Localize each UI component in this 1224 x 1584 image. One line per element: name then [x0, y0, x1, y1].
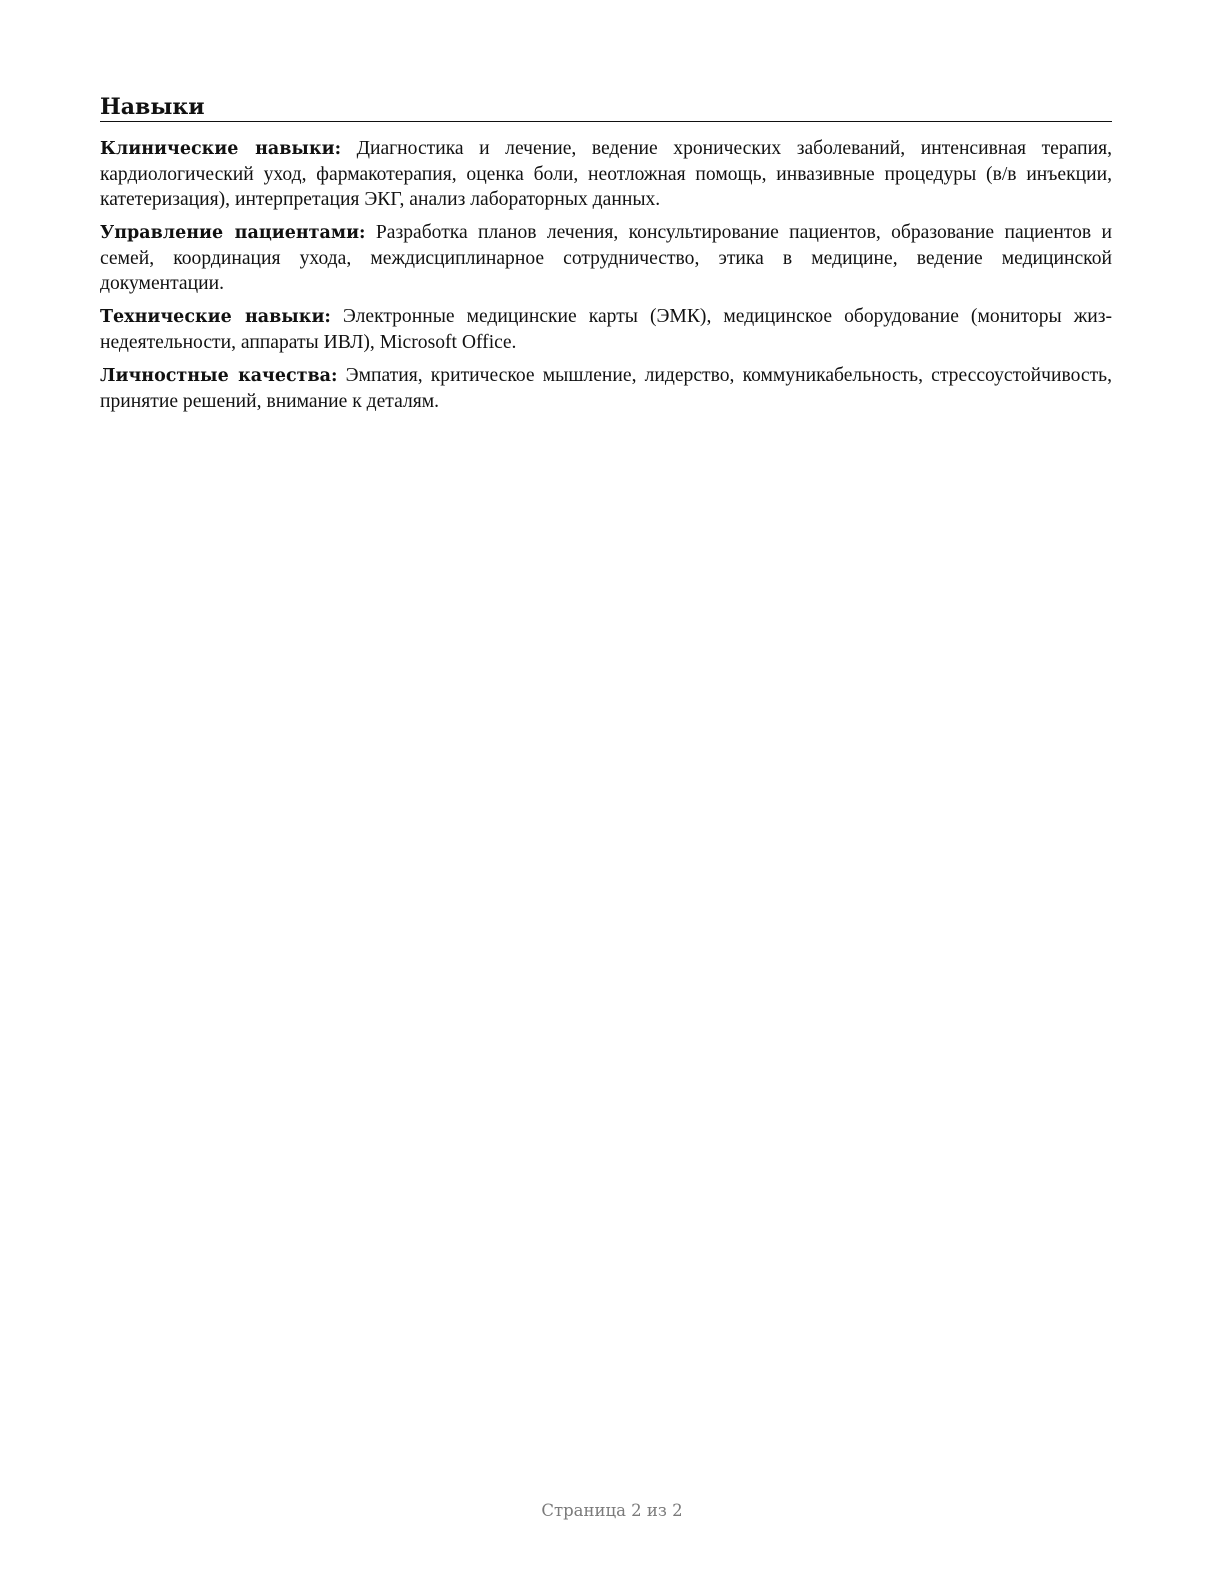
skill-label: Технические навыки: — [100, 307, 331, 327]
section-title-skills: Навыки — [100, 94, 1112, 122]
skill-text: Эмпатия, критическое мышление, лидерство, коммуникабельность, стрессоустойчивость, принятие решений, внимание к деталям. — [100, 365, 1112, 412]
skill-label: Личностные качества: — [100, 366, 338, 386]
skill-text: Диагностика и лечение, ведение хронических заболеваний, интенсивная терапия, кардиологический уход, фармакотерапия, оценка боли, неотложная помощь, инвазивные процедуры (в/в инъекции, катетеризация), интерпретация ЭКГ, анализ лабораторных данных. — [100, 138, 1112, 210]
skill-label: Клинические навыки: — [100, 139, 342, 159]
page-number-footer: Страница 2 из 2 — [541, 1501, 683, 1520]
skill-paragraph-technical — [100, 304, 1112, 355]
document-page — [100, 94, 1112, 422]
skill-text: Разработка планов лечения, консультирование пациентов, образование пациентов и семей, координация ухода, междисциплинарное сотрудничество, этика в медицине, ведение медицинской документации. — [100, 222, 1113, 294]
skills-list — [100, 136, 1112, 414]
skill-paragraph-clinical — [100, 136, 1112, 212]
skill-paragraph-personal — [100, 363, 1112, 414]
skill-label: Управление пациентами: — [100, 223, 366, 243]
skill-text: Электронные медицинские карты (ЭМК), медицинское оборудование (мониторы жизнедеятельности, аппараты ИВЛ), Microsoft Office. — [100, 306, 1112, 353]
skill-paragraph-patient-management — [100, 220, 1112, 296]
